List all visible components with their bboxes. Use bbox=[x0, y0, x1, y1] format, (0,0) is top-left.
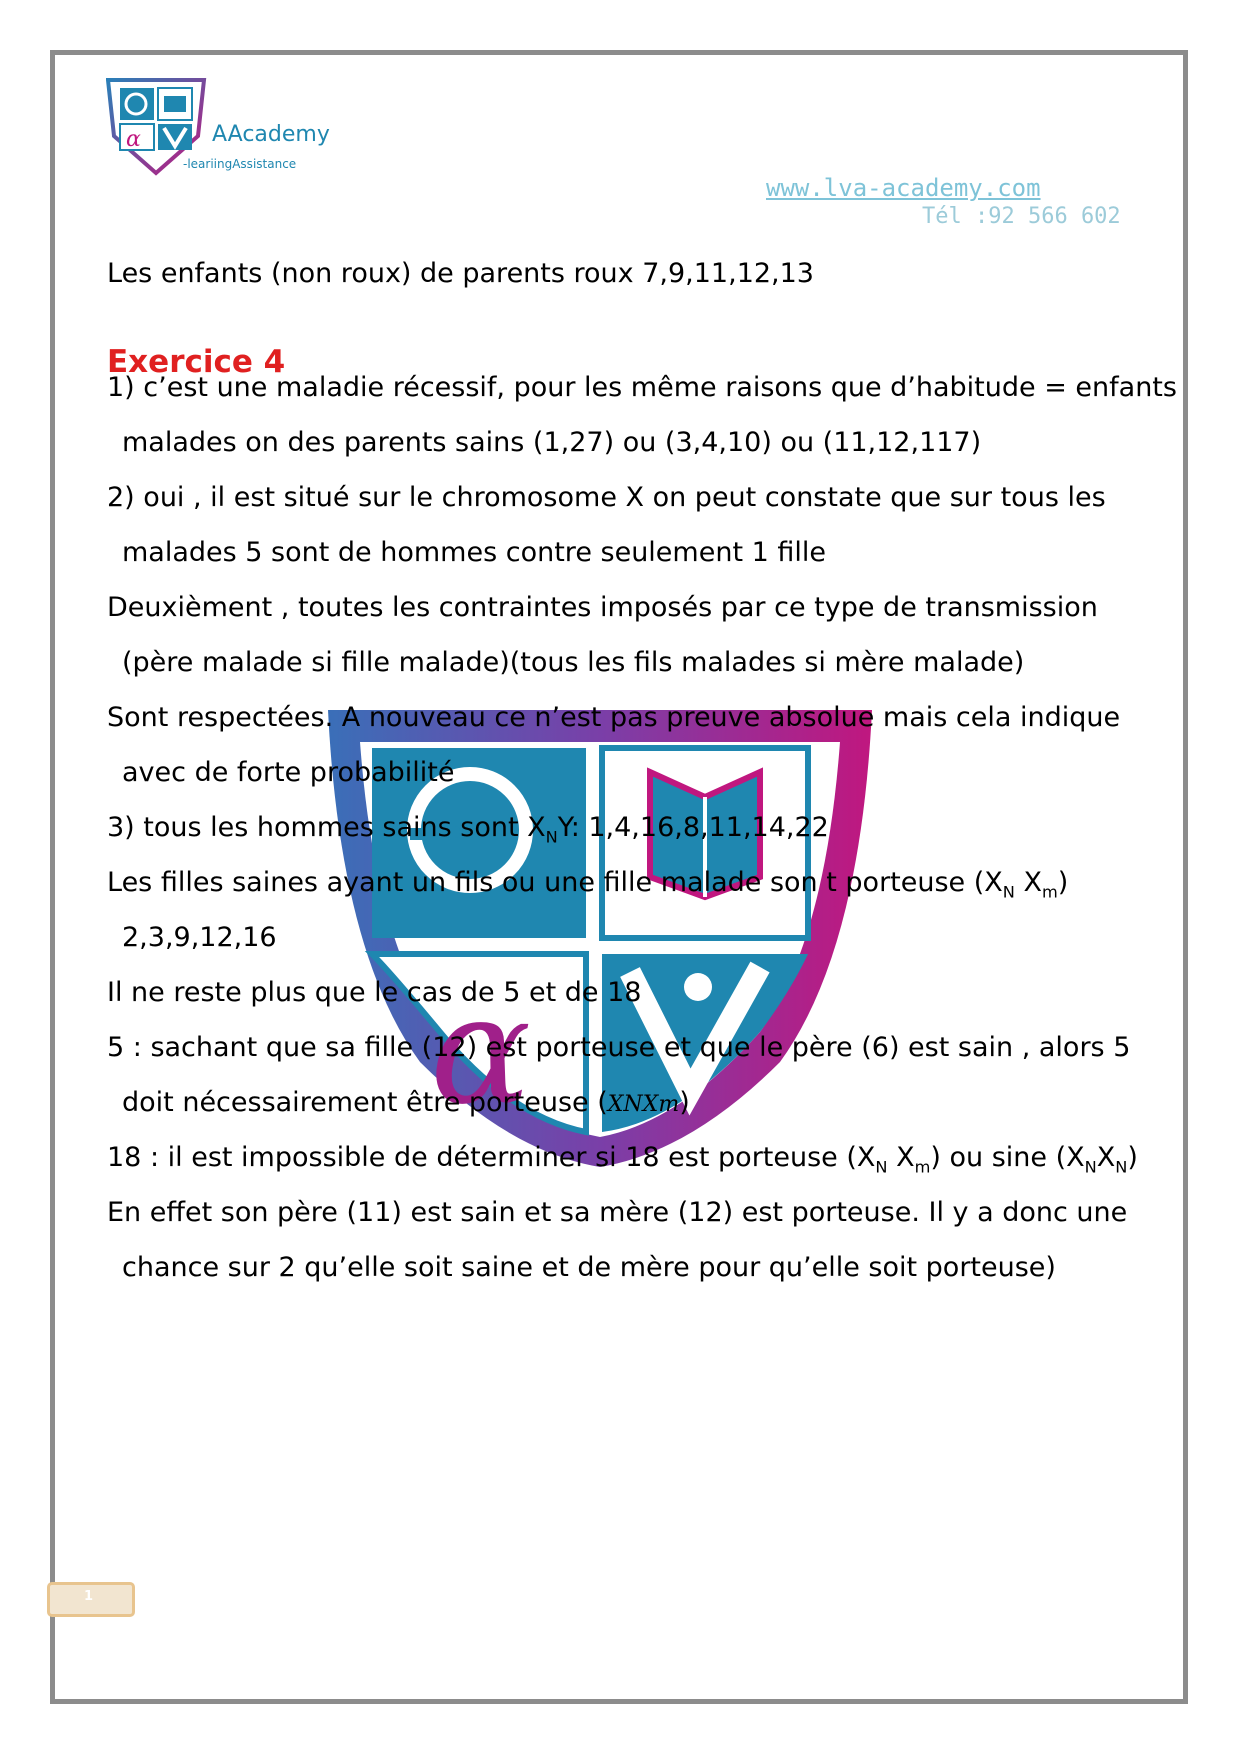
paragraph-second-line-a: Deuxièment , toutes les contraintes imposés par ce type de transmission bbox=[107, 592, 1098, 623]
remaining-cases-line: Il ne reste plus que le cas de 5 et de 18 bbox=[107, 977, 642, 1008]
page-number: 1 bbox=[84, 1589, 94, 1604]
closing-paren: ) bbox=[1127, 1142, 1138, 1173]
subscript-n: N bbox=[545, 827, 558, 847]
svg-text:α: α bbox=[126, 127, 141, 152]
answer-1-line-a: 1) c’est une maladie récessif, pour les même raisons que d’habitude = enfants bbox=[107, 372, 1177, 403]
closing-paren: ) bbox=[1057, 867, 1069, 898]
subscript-m: m bbox=[1041, 882, 1058, 902]
genotype-x: X bbox=[1014, 867, 1042, 898]
exercise-heading: Exercice 4 bbox=[107, 344, 286, 380]
answer-3-text: 3) tous les hommes sains sont X bbox=[107, 812, 546, 843]
carrier-girls-line-a bbox=[107, 867, 1068, 901]
case-18-or: ) ou sine (X bbox=[930, 1142, 1085, 1173]
subscript-m: m bbox=[914, 1157, 931, 1177]
logo-title: AAcademy bbox=[212, 122, 330, 147]
genotype-x: X bbox=[1096, 1142, 1116, 1173]
carrier-girls-line-b: 2,3,9,12,16 bbox=[122, 922, 277, 953]
case-5-line-b bbox=[122, 1087, 690, 1118]
case-18-line bbox=[107, 1142, 1138, 1176]
subscript-n: N bbox=[875, 1157, 888, 1177]
intro-line: Les enfants (non roux) de parents roux 7,9,11,12,13 bbox=[107, 258, 814, 289]
closing-paren: ) bbox=[679, 1087, 690, 1118]
phone-number: Tél :92 566 602 bbox=[922, 204, 1121, 229]
answer-1-line-b: malades on des parents sains (1,27) ou (3,4,10) ou (11,12,117) bbox=[122, 427, 982, 458]
conclusion-line-b: chance sur 2 qu’elle soit saine et de mère pour qu’elle soit porteuse) bbox=[122, 1252, 1056, 1283]
website-link[interactable]: www.lva-academy.com bbox=[766, 174, 1041, 202]
case-5-text: doit nécessairement être porteuse ( bbox=[122, 1087, 608, 1118]
case-18-text: 18 : il est impossible de déterminer si 18 est porteuse (X bbox=[107, 1142, 876, 1173]
answer-3-values: Y: 1,4,16,8,11,14,22 bbox=[557, 812, 829, 843]
paragraph-second-line-b: (père malade si fille malade)(tous les fils malades si mère malade) bbox=[122, 647, 1025, 678]
genotype-formula: XNXm bbox=[607, 1092, 680, 1117]
svg-text:α: α bbox=[430, 964, 532, 1138]
conclusion-line-a: En effet son père (11) est sain et sa mère (12) est porteuse. Il y a donc une bbox=[107, 1197, 1128, 1228]
subscript-n: N bbox=[1115, 1157, 1128, 1177]
answer-2-line-b: malades 5 sont de hommes contre seulement 1 fille bbox=[122, 537, 826, 568]
paragraph-respected-line-a: Sont respectées. A nouveau ce n’est pas preuve absolue mais cela indique bbox=[107, 702, 1121, 733]
case-5-line-a: 5 : sachant que sa fille (12) est porteuse et que le père (6) est sain , alors 5 bbox=[107, 1032, 1131, 1063]
genotype-x: X bbox=[887, 1142, 915, 1173]
answer-2-line-a: 2) oui , il est situé sur le chromosome X on peut constate que sur tous les bbox=[107, 482, 1106, 513]
subscript-n: N bbox=[1002, 882, 1015, 902]
paragraph-respected-line-b: avec de forte probabilité bbox=[122, 757, 455, 788]
carrier-girls-text: Les filles saines ayant un fils ou une fille malade son t porteuse (X bbox=[107, 867, 1003, 898]
subscript-n: N bbox=[1084, 1157, 1097, 1177]
answer-3-line bbox=[107, 812, 829, 846]
logo-subtitle: -leariingAssistance bbox=[183, 157, 297, 171]
